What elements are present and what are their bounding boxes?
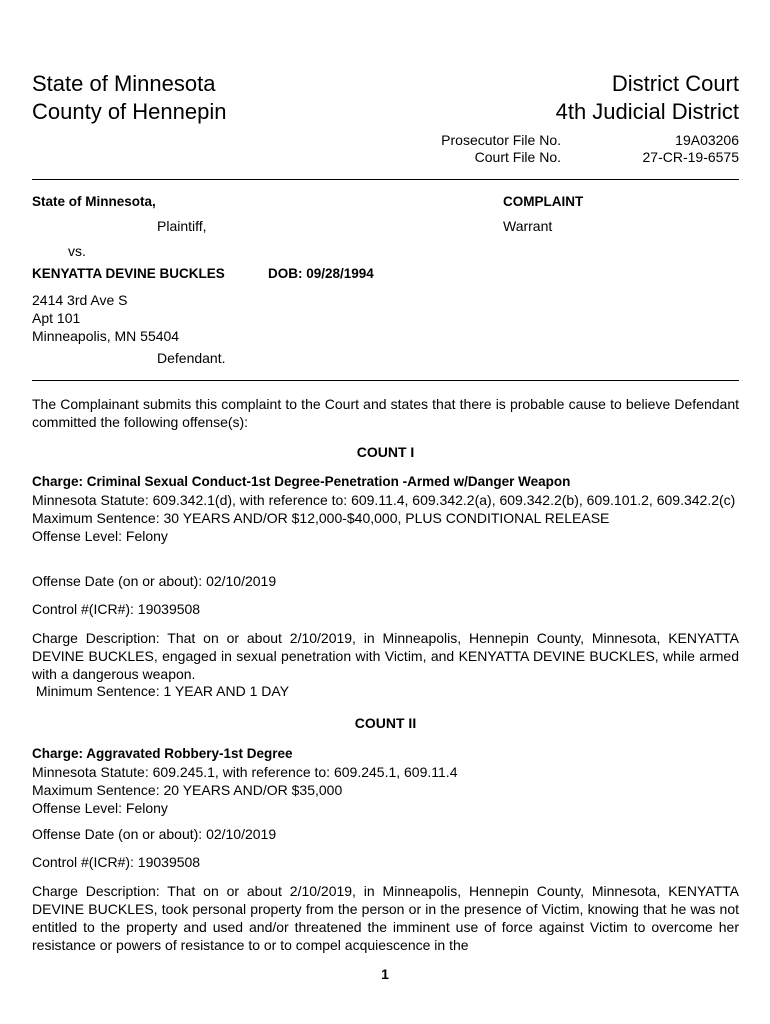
court-file-label: Court File No. xyxy=(474,149,561,165)
header-divider xyxy=(32,179,739,180)
count-2-offense-date: Offense Date (on or about): 02/10/2019 xyxy=(32,826,277,842)
count-2-title: COUNT II xyxy=(354,715,417,731)
address-line-2: Apt 101 xyxy=(32,310,81,326)
count-1-description: Charge Description: That on or about 2/10/2019, in Minneapolis, Hennepin County, Minnesota, KENYATTA DEVINE BUCKLES, engaged in sexual penetration with Victim, and KENYATTA DEVINE BUCKLES, while armed with a dangerous weapon. xyxy=(32,630,739,682)
file-numbers xyxy=(429,132,739,166)
page-number: 1 xyxy=(381,966,389,982)
versus-label: vs. xyxy=(68,243,86,259)
jurisdiction-block xyxy=(32,70,226,126)
defendant-dob: DOB: 09/28/1994 xyxy=(268,266,374,281)
document-subtype: Warrant xyxy=(503,218,553,234)
prosecutor-file-row xyxy=(429,132,739,149)
count-2-statute: Minnesota Statute: 609.245.1, with reference to: 609.245.1, 609.11.4 xyxy=(32,764,458,780)
count-2-description: Charge Description: That on or about 2/10/2019, in Minneapolis, Hennepin County, Minnesota, KENYATTA DEVINE BUCKLES, took personal property from the person or in the presence of Victim, knowing that he was not entitled to the property and used and/or threatened the imminent use of force against Victim to overcome her resistance or powers of resistance to or to compel acquiescence in the xyxy=(32,883,739,953)
count-2-offense-level: Offense Level: Felony xyxy=(32,800,168,816)
caption-divider xyxy=(32,380,739,381)
address-line-1: 2414 3rd Ave S xyxy=(32,292,128,308)
count-2-max-sentence: Maximum Sentence: 20 YEARS AND/OR $35,000 xyxy=(32,782,343,798)
state-heading: State of Minnesota xyxy=(32,71,216,96)
count-1-offense-date: Offense Date (on or about): 02/10/2019 xyxy=(32,573,277,589)
county-heading: County of Hennepin xyxy=(32,99,227,124)
court-file-row xyxy=(429,149,739,166)
court-file-value: 27-CR-19-6575 xyxy=(642,149,739,165)
court-heading: District Court xyxy=(611,71,739,96)
count-1-control-number: Control #(ICR#): 19039508 xyxy=(32,601,201,617)
defendant-name: KENYATTA DEVINE BUCKLES xyxy=(32,266,225,281)
count-1-charge: Charge: Criminal Sexual Conduct-1st Degree-Penetration -Armed w/Danger Weapon xyxy=(32,474,571,489)
count-1-title: COUNT I xyxy=(356,444,415,460)
prosecutor-file-label: Prosecutor File No. xyxy=(441,132,561,148)
count-1-max-sentence: Maximum Sentence: 30 YEARS AND/OR $12,000-$40,000, PLUS CONDITIONAL RELEASE xyxy=(32,510,610,526)
court-block xyxy=(556,70,739,126)
count-2-control-number: Control #(ICR#): 19039508 xyxy=(32,854,201,870)
count-1-min-sentence: Minimum Sentence: 1 YEAR AND 1 DAY xyxy=(32,683,290,699)
prosecutor-file-value: 19A03206 xyxy=(675,132,739,148)
count-1-offense-level: Offense Level: Felony xyxy=(32,528,168,544)
defendant-address xyxy=(32,291,179,345)
count-2-details xyxy=(32,745,739,817)
complaint-intro: The Complainant submits this complaint to the Court and states that there is probable cause to believe Defendant committed the following offense(s): xyxy=(32,396,739,430)
count-1-statute: Minnesota Statute: 609.342.1(d), with reference to: 609.11.4, 609.342.2(a), 609.342.2(b), 609.101.2, 609.342.2(c) xyxy=(32,492,736,508)
address-line-3: Minneapolis, MN 55404 xyxy=(32,328,180,344)
plaintiff-role: Plaintiff, xyxy=(157,218,207,234)
count-2-charge: Charge: Aggravated Robbery-1st Degree xyxy=(32,746,293,761)
document-type: COMPLAINT xyxy=(503,194,584,209)
district-heading: 4th Judicial District xyxy=(555,99,739,124)
count-1-details xyxy=(32,473,739,545)
plaintiff-name: State of Minnesota, xyxy=(32,194,156,209)
defendant-role: Defendant. xyxy=(157,350,226,366)
